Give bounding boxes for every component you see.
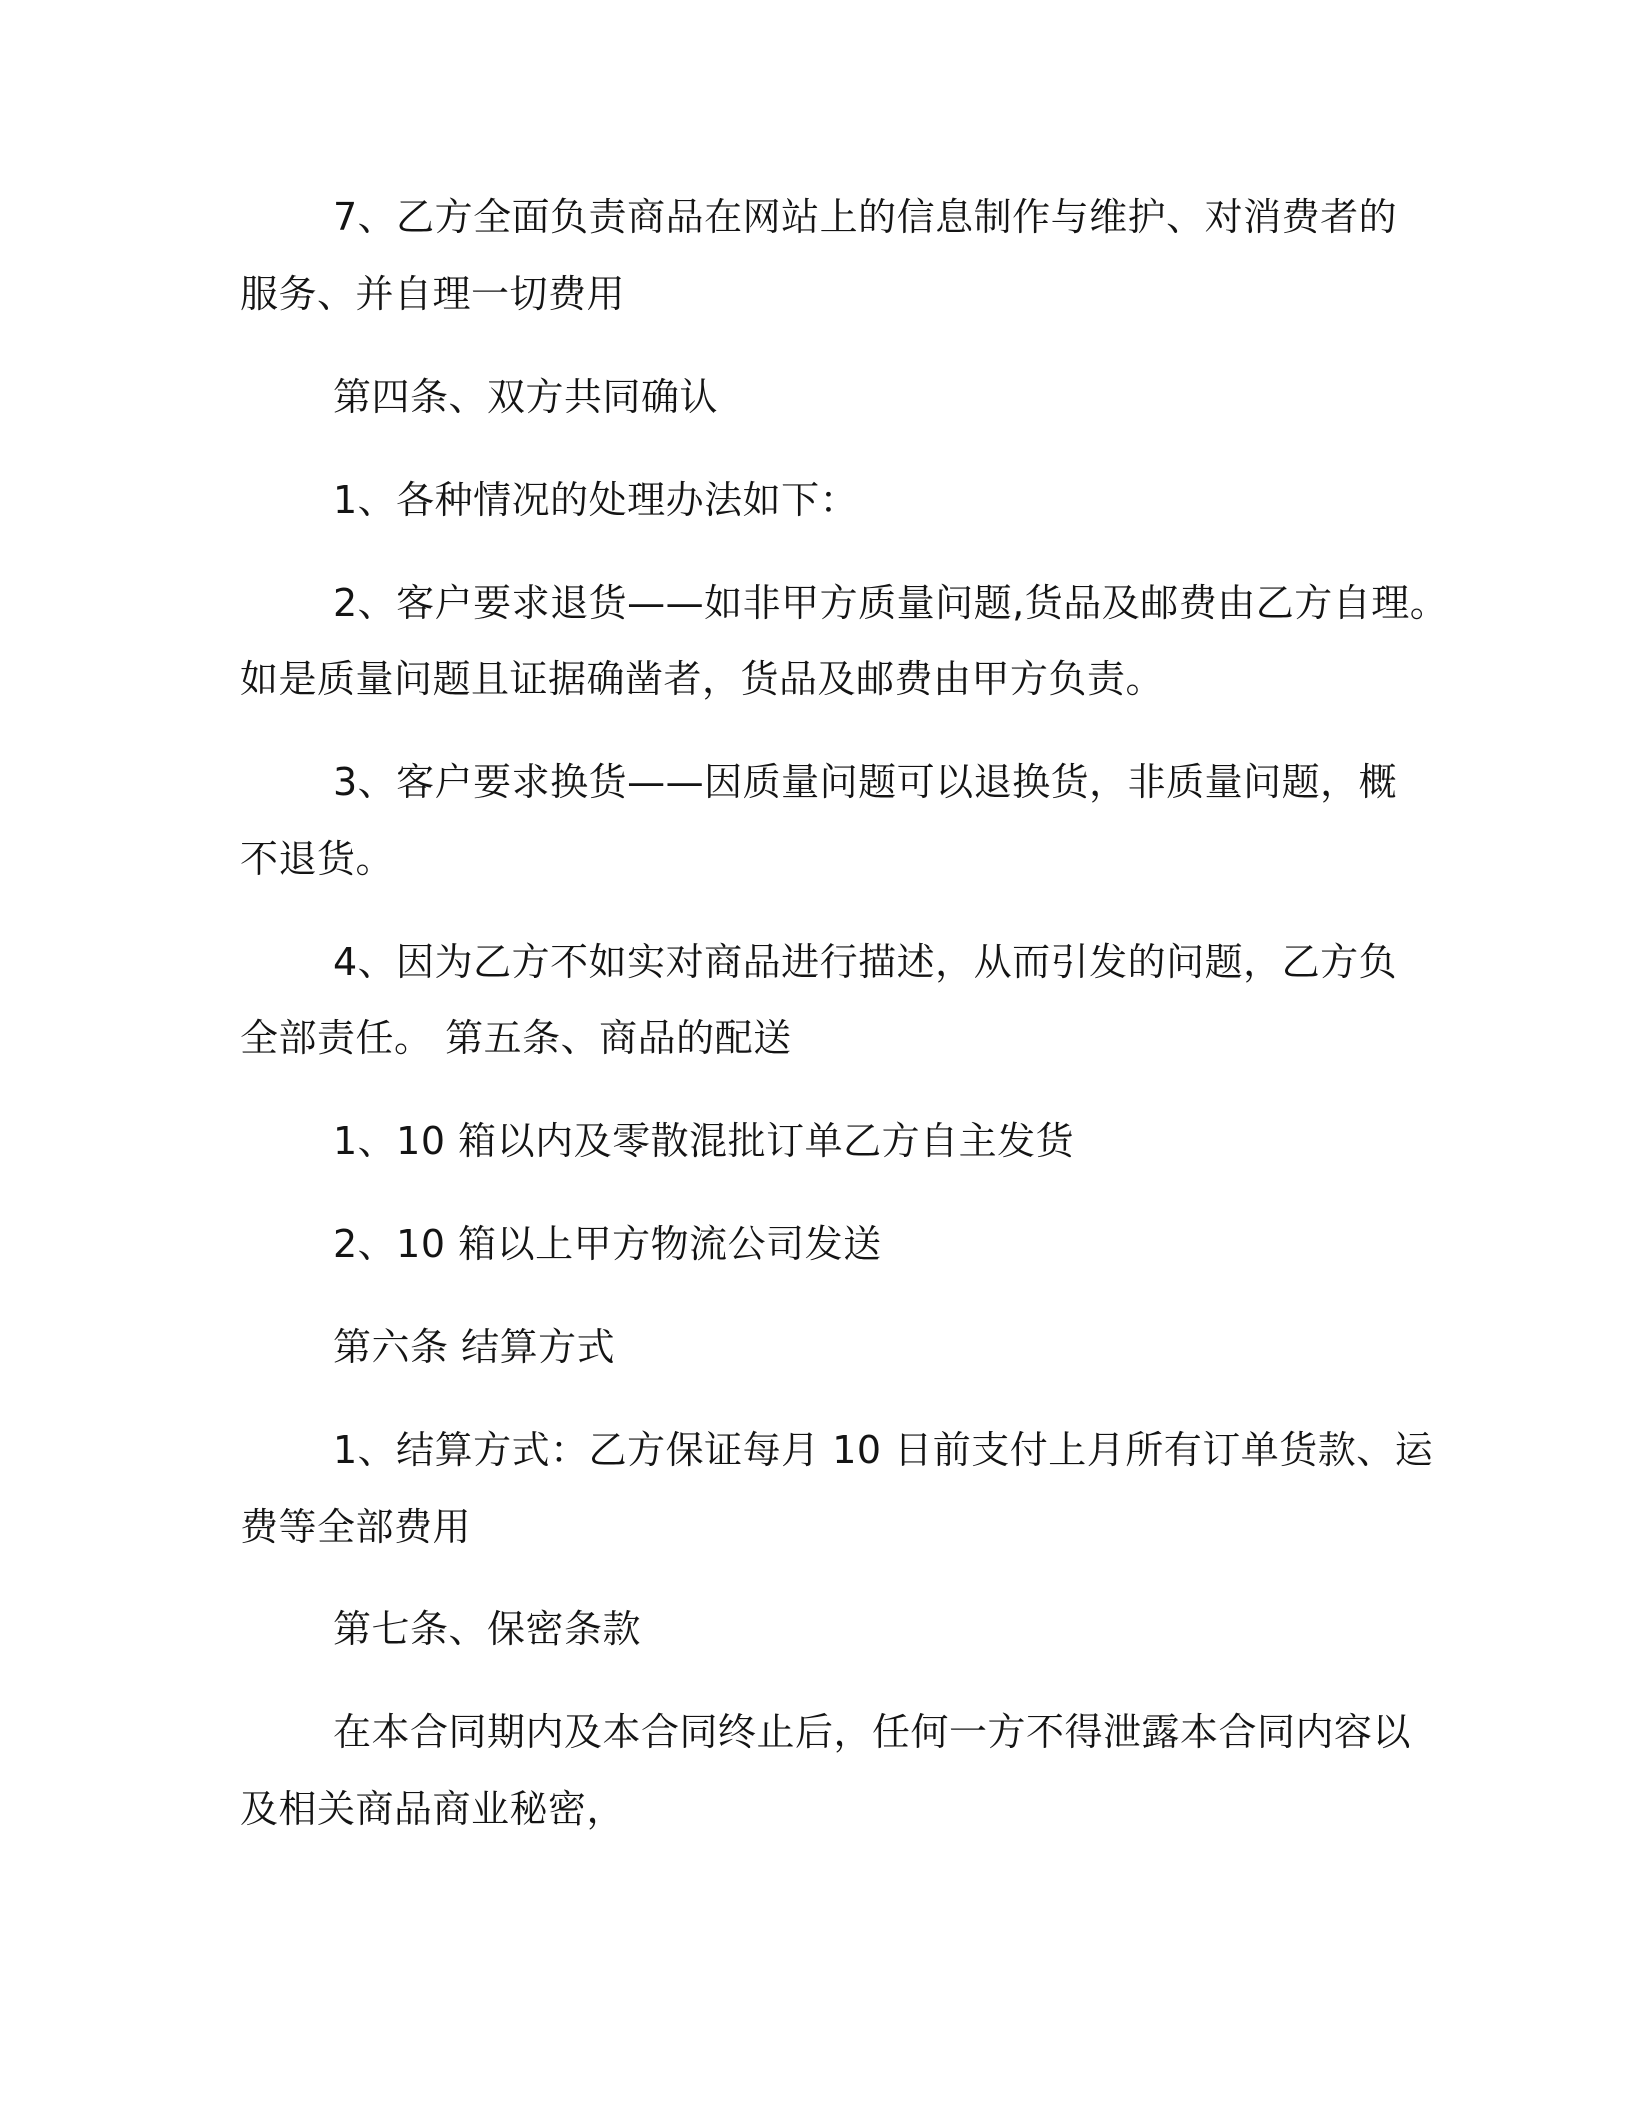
paragraph-line: 服务、并自理一切费用 — [240, 272, 626, 316]
section-heading: 第七条、保密条款 — [333, 1607, 642, 1651]
section-heading: 第四条、双方共同确认 — [333, 375, 719, 419]
paragraph-line: 1、结算方式：乙方保证每月 10 日前支付上月所有订单货款、运 — [333, 1428, 1434, 1472]
paragraph-line: 及相关商品商业秘密， — [240, 1787, 626, 1831]
paragraph-line: 4、因为乙方不如实对商品进行描述，从而引发的问题，乙方负 — [333, 940, 1398, 984]
paragraph-line: 不退货。 — [240, 837, 395, 881]
paragraph-line: 1、各种情况的处理办法如下： — [333, 478, 859, 522]
paragraph-line: 费等全部费用 — [240, 1505, 472, 1549]
section-heading: 第六条 结算方式 — [333, 1325, 616, 1369]
paragraph-line: 1、10 箱以内及零散混批订单乙方自主发货 — [333, 1119, 1075, 1163]
paragraph-line: 全部责任。 第五条、商品的配送 — [240, 1016, 792, 1060]
paragraph-line: 如是质量问题且证据确凿者，货品及邮费由甲方负责。 — [240, 657, 1165, 701]
paragraph-line: 在本合同期内及本合同终止后，任何一方不得泄露本合同内容以 — [333, 1710, 1412, 1754]
paragraph-line: 2、10 箱以上甲方物流公司发送 — [333, 1222, 882, 1266]
paragraph-line: 7、乙方全面负责商品在网站上的信息制作与维护、对消费者的 — [333, 195, 1398, 239]
paragraph-line: 2、客户要求退货——如非甲方质量问题,货品及邮费由乙方自理。 — [333, 581, 1449, 625]
paragraph-line: 3、客户要求换货——因质量问题可以退换货，非质量问题，概 — [333, 760, 1398, 804]
